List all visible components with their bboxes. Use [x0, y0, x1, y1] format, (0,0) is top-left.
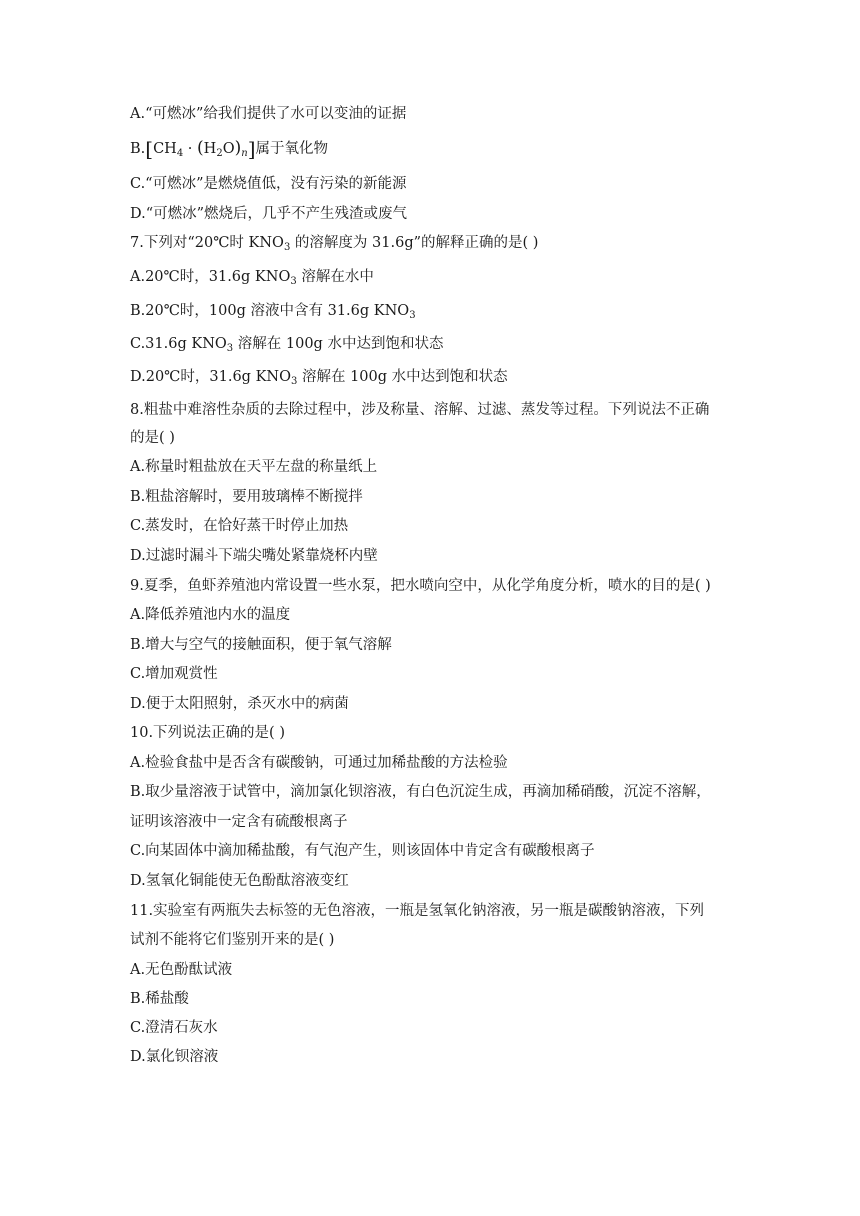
q6-option-b-suffix: 属于氧化物 — [255, 141, 328, 157]
q8-stem-line2: 的是( ) — [130, 430, 175, 446]
q6-option-c: C.“可燃冰”是燃烧值低，没有污染的新能源 — [130, 176, 407, 192]
q8-option-d: D.过滤时漏斗下端尖嘴处紧靠烧杯内壁 — [130, 548, 378, 564]
right-paren-icon: ) — [234, 138, 242, 158]
q11-option-b: B.稀盐酸 — [130, 991, 189, 1007]
q7-option-c — [130, 334, 740, 354]
q7-option-d-prefix: D.20℃时，31.6g KNO — [130, 369, 291, 385]
q8-option-a: A.称量时粗盐放在天平左盘的称量纸上 — [130, 459, 378, 475]
formula-ch: CH — [153, 141, 177, 157]
q7-stem-suffix: 的溶解度为 31.6g”的解释正确的是( ) — [290, 235, 539, 251]
q11-option-c: C.澄清石灰水 — [130, 1020, 218, 1036]
q7-option-a — [130, 267, 740, 287]
q9-stem: 9.夏季，鱼虾养殖池内常设置一些水泵，把水喷向空中，从化学角度分析，喷水的目的是( ) — [130, 578, 711, 594]
q7-option-c-suffix: 溶解在 100g 水中达到饱和状态 — [233, 336, 444, 352]
q8-option-b: B.粗盐溶解时，要用玻璃棒不断搅拌 — [130, 489, 363, 505]
left-square-bracket-icon: [ — [145, 137, 154, 161]
q8-option-c: C.蒸发时，在恰好蒸干时停止加热 — [130, 518, 349, 534]
q10-option-b-line2: 证明该溶液中一定含有硫酸根离子 — [130, 814, 348, 830]
q7-stem-prefix: 7.下列对“20℃时 KNO — [130, 235, 284, 251]
q11-option-a: A.无色酚酞试液 — [130, 962, 233, 978]
q7-option-a-suffix: 溶解在水中 — [296, 269, 374, 285]
formula-dot: · — [183, 141, 198, 157]
q7-stem-sub: 3 — [283, 242, 291, 253]
q9-option-d: D.便于太阳照射，杀灭水中的病菌 — [130, 696, 349, 712]
formula-sub-2: 2 — [216, 148, 223, 159]
formula-o: O — [222, 141, 235, 157]
q6-option-b — [130, 138, 740, 159]
q6-option-b-prefix: B. — [130, 141, 146, 157]
q11-stem-line1: 11.实验室有两瓶失去标签的无色溶液，一瓶是氢氧化钠溶液，另一瓶是碳酸钠溶液，下列 — [130, 903, 705, 919]
q9-option-c: C.增加观赏性 — [130, 666, 218, 682]
q10-stem: 10.下列说法正确的是( ) — [130, 725, 285, 741]
q7-option-c-prefix: C.31.6g KNO — [130, 336, 227, 352]
q7-option-d-sub: 3 — [290, 376, 298, 387]
q7-option-c-sub: 3 — [226, 343, 234, 354]
formula-sub-n: n — [241, 148, 248, 159]
q10-option-d: D.氢氧化铜能使无色酚酞溶液变红 — [130, 873, 349, 889]
q10-option-c: C.向某固体中滴加稀盐酸，有气泡产生，则该固体中肯定含有碳酸根离子 — [130, 843, 595, 859]
q9-option-b: B.增大与空气的接触面积，便于氧气溶解 — [130, 637, 392, 653]
formula-h: H — [203, 141, 217, 157]
q7-option-a-sub: 3 — [290, 276, 297, 287]
q8-stem-line1: 8.粗盐中难溶性杂质的去除过程中，涉及称量、溶解、过滤、蒸发等过程。下列说法不正确 — [130, 402, 710, 418]
right-square-bracket-icon: ] — [247, 137, 256, 161]
q11-option-d: D.氯化钡溶液 — [130, 1049, 219, 1065]
q9-option-a: A.降低养殖池内水的温度 — [130, 607, 291, 623]
q7-option-a-prefix: A.20℃时，31.6g KNO — [130, 269, 291, 285]
q7-option-b-prefix: B.20℃时，100g 溶液中含有 31.6g KNO — [130, 303, 410, 319]
q10-option-b-line1: B.取少量溶液于试管中，滴加氯化钡溶液，有白色沉淀生成，再滴加稀硝酸，沉淀不溶解， — [130, 784, 711, 800]
formula-sub-4: 4 — [176, 148, 184, 159]
q7-option-d — [130, 367, 740, 387]
q7-option-d-suffix: 溶解在 100g 水中达到饱和状态 — [297, 369, 508, 385]
q7-option-b-sub: 3 — [409, 310, 416, 321]
q7-option-b — [130, 301, 740, 321]
q11-stem-line2: 试剂不能将它们鉴别开来的是( ) — [130, 932, 335, 948]
q7-stem — [130, 233, 740, 253]
left-paren-icon: ( — [197, 138, 204, 158]
q6-option-a: A.“可燃冰”给我们提供了水可以变油的证据 — [130, 106, 407, 122]
q6-option-d: D.“可燃冰”燃烧后，几乎不产生残渣或废气 — [130, 206, 408, 222]
q10-option-a: A.检验食盐中是否含有碳酸钠，可通过加稀盐酸的方法检验 — [130, 755, 508, 771]
